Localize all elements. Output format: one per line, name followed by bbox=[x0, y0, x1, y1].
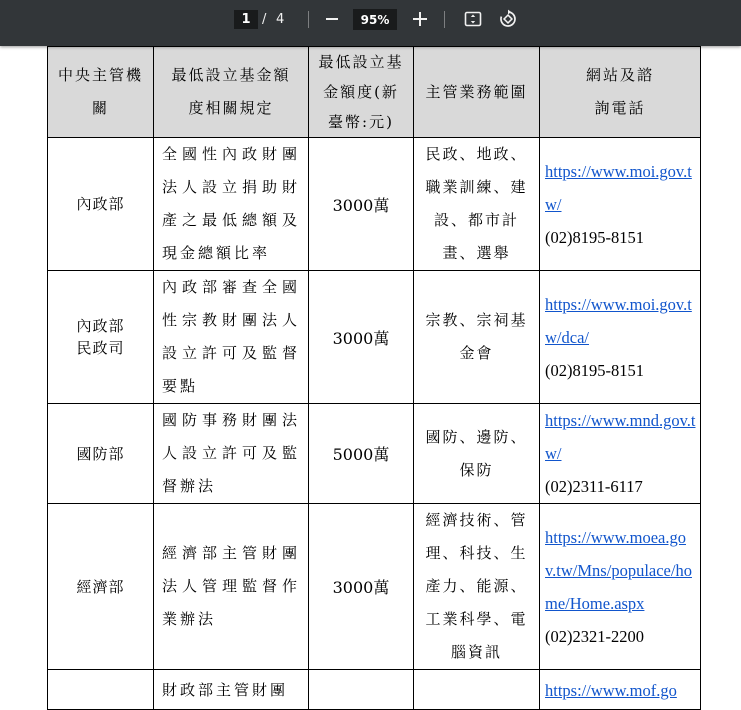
scope-cell: 宗教、宗祠基金會 bbox=[414, 271, 540, 404]
table-row bbox=[48, 404, 701, 504]
plus-icon bbox=[412, 11, 428, 27]
rules-cell: 全國性內政財團法人設立捐助財產之最低總額及現金總額比率 bbox=[154, 138, 309, 271]
contact-cell bbox=[540, 504, 701, 670]
header-rules: 最低設立基金額度相關規定 bbox=[154, 47, 309, 138]
rules-cell: 經濟部主管財團法人管理監督作業辦法 bbox=[154, 504, 309, 670]
zoom-in-button[interactable] bbox=[409, 8, 431, 30]
header-amount: 最低設立基金額度(新臺幣:元) bbox=[309, 47, 414, 138]
phone-number: (02)2321-2200 bbox=[545, 626, 644, 646]
rotate-icon bbox=[498, 9, 518, 29]
agency-cell: 經濟部 bbox=[48, 504, 154, 670]
scope-cell: 國防、邊防、保防 bbox=[414, 404, 540, 504]
phone-number: (02)8195-8151 bbox=[545, 227, 644, 247]
agency-cell: 國防部 bbox=[48, 404, 154, 504]
table-row bbox=[48, 504, 701, 670]
agency-cell: 內政部 bbox=[48, 138, 154, 271]
amount-cell bbox=[309, 670, 414, 710]
table-row bbox=[48, 271, 701, 404]
rotate-button[interactable] bbox=[497, 8, 519, 30]
header-contact: 網站及諮詢電話 bbox=[540, 47, 701, 138]
page-number-input[interactable]: 1 bbox=[234, 10, 258, 29]
website-link[interactable]: https://www.moi.gov.tw/ bbox=[545, 161, 692, 214]
contact-cell bbox=[540, 271, 701, 404]
rules-cell: 國防事務財團法人設立許可及監督辦法 bbox=[154, 404, 309, 504]
rules-cell: 財政部主管財團 bbox=[154, 670, 309, 710]
fit-to-page-button[interactable] bbox=[462, 8, 484, 30]
toolbar-divider bbox=[444, 11, 445, 28]
pdf-toolbar bbox=[0, 0, 741, 46]
total-pages: 4 bbox=[276, 12, 285, 27]
rules-cell: 內政部審查全國性宗教財團法人設立許可及監督要點 bbox=[154, 271, 309, 404]
scope-cell: 經濟技術、管理、科技、生產力、能源、工業科學、電腦資訊 bbox=[414, 504, 540, 670]
website-link[interactable]: https://www.moi.gov.tw/dca/ bbox=[545, 294, 692, 347]
contact-cell bbox=[540, 404, 701, 504]
agency-cell: 內政部民政司 bbox=[48, 271, 154, 404]
website-link[interactable]: https://www.mnd.gov.tw/ bbox=[545, 411, 696, 463]
scope-cell: 民政、地政、職業訓練、建設、都市計畫、選舉 bbox=[414, 138, 540, 271]
contact-cell bbox=[540, 670, 701, 710]
table-header-row bbox=[48, 47, 701, 138]
table-row bbox=[48, 670, 701, 710]
amount-cell: 3000萬 bbox=[309, 504, 414, 670]
zoom-level-input[interactable]: 95% bbox=[353, 9, 397, 30]
phone-number: (02)8195-8151 bbox=[545, 360, 644, 380]
header-agency: 中央主管機關 bbox=[48, 47, 154, 138]
toolbar-divider bbox=[308, 11, 309, 28]
website-link[interactable]: https://www.mof.go bbox=[545, 681, 677, 700]
amount-cell: 3000萬 bbox=[309, 138, 414, 271]
amount-cell: 3000萬 bbox=[309, 271, 414, 404]
fit-page-icon bbox=[464, 10, 482, 28]
contact-cell bbox=[540, 138, 701, 271]
foundation-regulations-table bbox=[47, 46, 701, 710]
page-separator: / bbox=[262, 12, 267, 27]
phone-number: (02)2311-6117 bbox=[545, 477, 643, 496]
table-row bbox=[48, 138, 701, 271]
header-scope: 主管業務範圍 bbox=[414, 47, 540, 138]
amount-cell: 5000萬 bbox=[309, 404, 414, 504]
zoom-out-button[interactable] bbox=[321, 8, 343, 30]
scope-cell bbox=[414, 670, 540, 710]
website-link[interactable]: https://www.moea.gov.tw/Mns/populace/home/Home.aspx bbox=[545, 527, 692, 613]
agency-cell bbox=[48, 670, 154, 710]
